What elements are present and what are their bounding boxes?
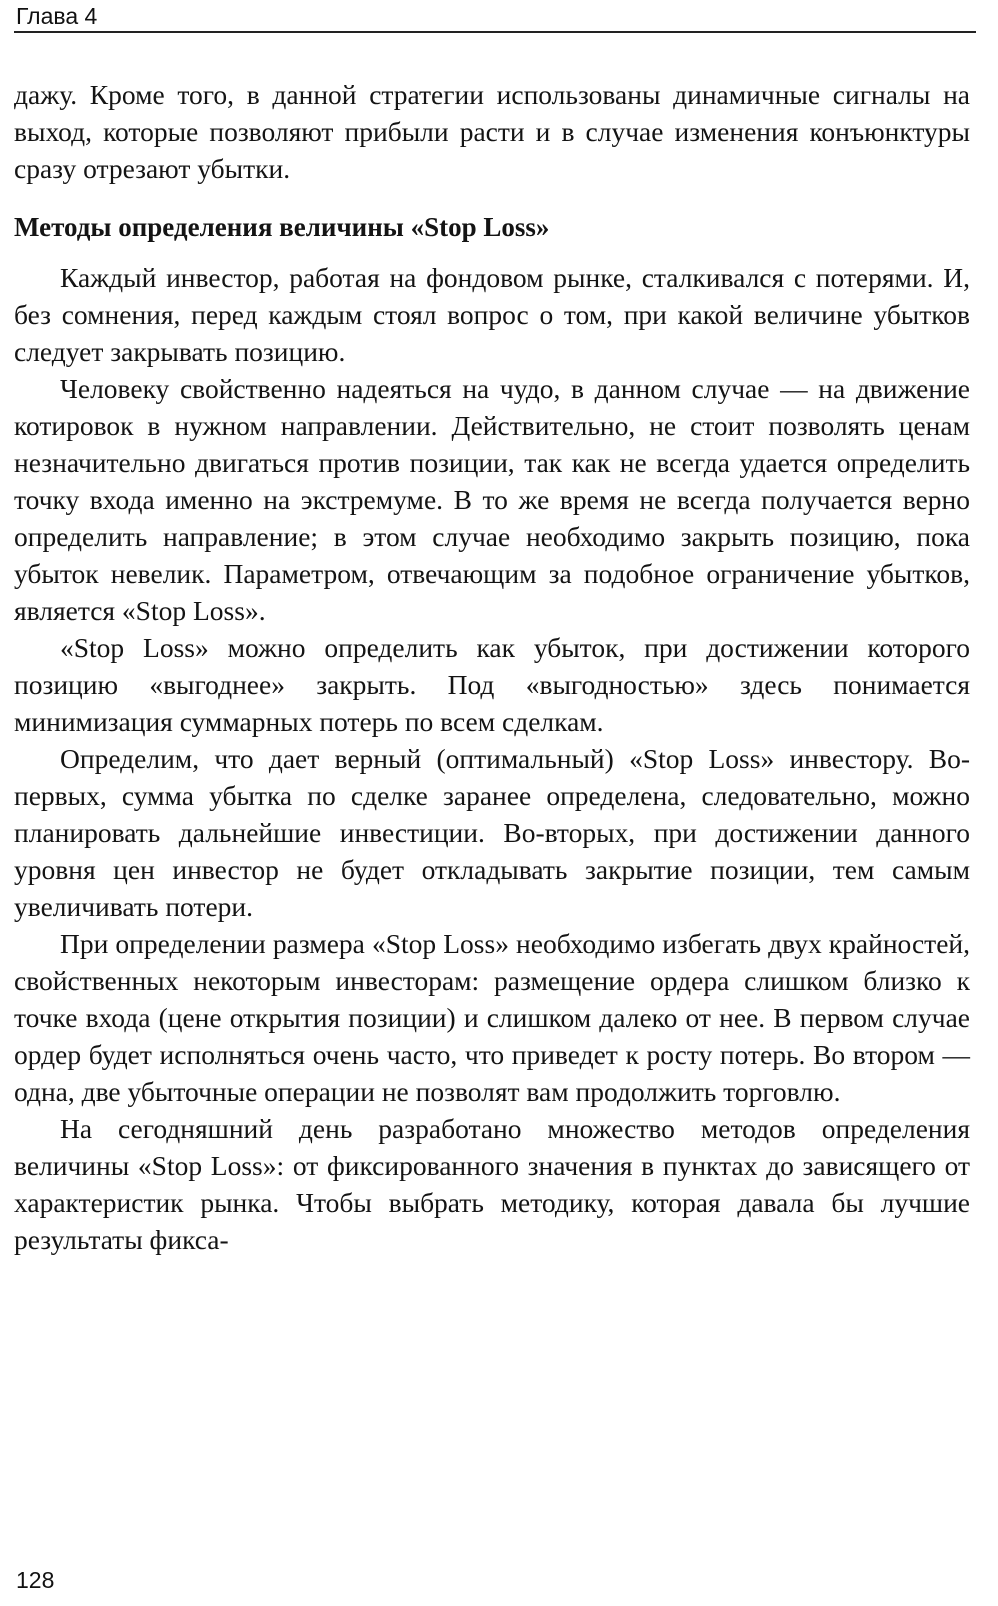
paragraph-6: На сегодняшний день разработано множество методов определения величины «Stop Loss»: от фиксированного значения в пунктах до зависящего от характеристик рынка. Чтобы выбрать методику, которая давала бы лучшие результаты фикса- — [14, 1113, 970, 1255]
section-heading: Методы определения величины «Stop Loss» — [14, 212, 550, 242]
page-body — [14, 76, 970, 1258]
paragraph-1: Каждый инвестор, работая на фондовом рынке, сталкивался с потерями. И, без сомнения, перед каждым стоял вопрос о том, при какой величине убытков следует закрывать позицию. — [14, 262, 970, 367]
paragraph-2: Человеку свойственно надеяться на чудо, в данном случае — на движение котировок в нужном направлении. Действительно, не стоит позволять ценам незначительно двигаться против позиции, так как не всегда удается определить точку входа именно на экстремуме. В то же время не всегда получается верно определить направление; в этом случае необходимо закрыть позицию, пока убыток невелик. Параметром, отвечающим за подобное ограничение убытков, является «Stop Loss». — [14, 373, 970, 626]
paragraph-3: «Stop Loss» можно определить как убыток, при достижении которого позицию «выгоднее» закрыть. Под «выгодностью» здесь понимается минимизация суммарных потерь по всем сделкам. — [14, 632, 970, 737]
paragraph-5: При определении размера «Stop Loss» необходимо избегать двух крайностей, свойственных некоторым инвесторам: размещение ордера слишком близко к точке входа (цене открытия позиции) и слишком далеко от нее. В первом случае ордер будет исполняться очень часто, что приведет к росту потерь. Во втором — одна, две убыточные операции не позволят вам продолжить торговлю. — [14, 928, 970, 1107]
running-head-chapter: Глава 4 — [16, 3, 98, 29]
page-number: 128 — [16, 1567, 55, 1593]
paragraph-4: Определим, что дает верный (оптимальный) «Stop Loss» инвестору. Во-первых, сумма убытка по сделке заранее определена, следовательно, можно планировать дальнейшие инвестиции. Во-вторых, при достижении данного уровня цен инвестор не будет откладывать закрытие позиции, тем самым увеличивать потери. — [14, 743, 970, 922]
paragraph-continued: дажу. Кроме того, в данной стратегии использованы динамичные сигналы на выход, которые позволяют прибыли расти и в случае изменения конъюнктуры сразу отрезают убытки. — [14, 79, 970, 184]
header-rule — [14, 31, 976, 33]
